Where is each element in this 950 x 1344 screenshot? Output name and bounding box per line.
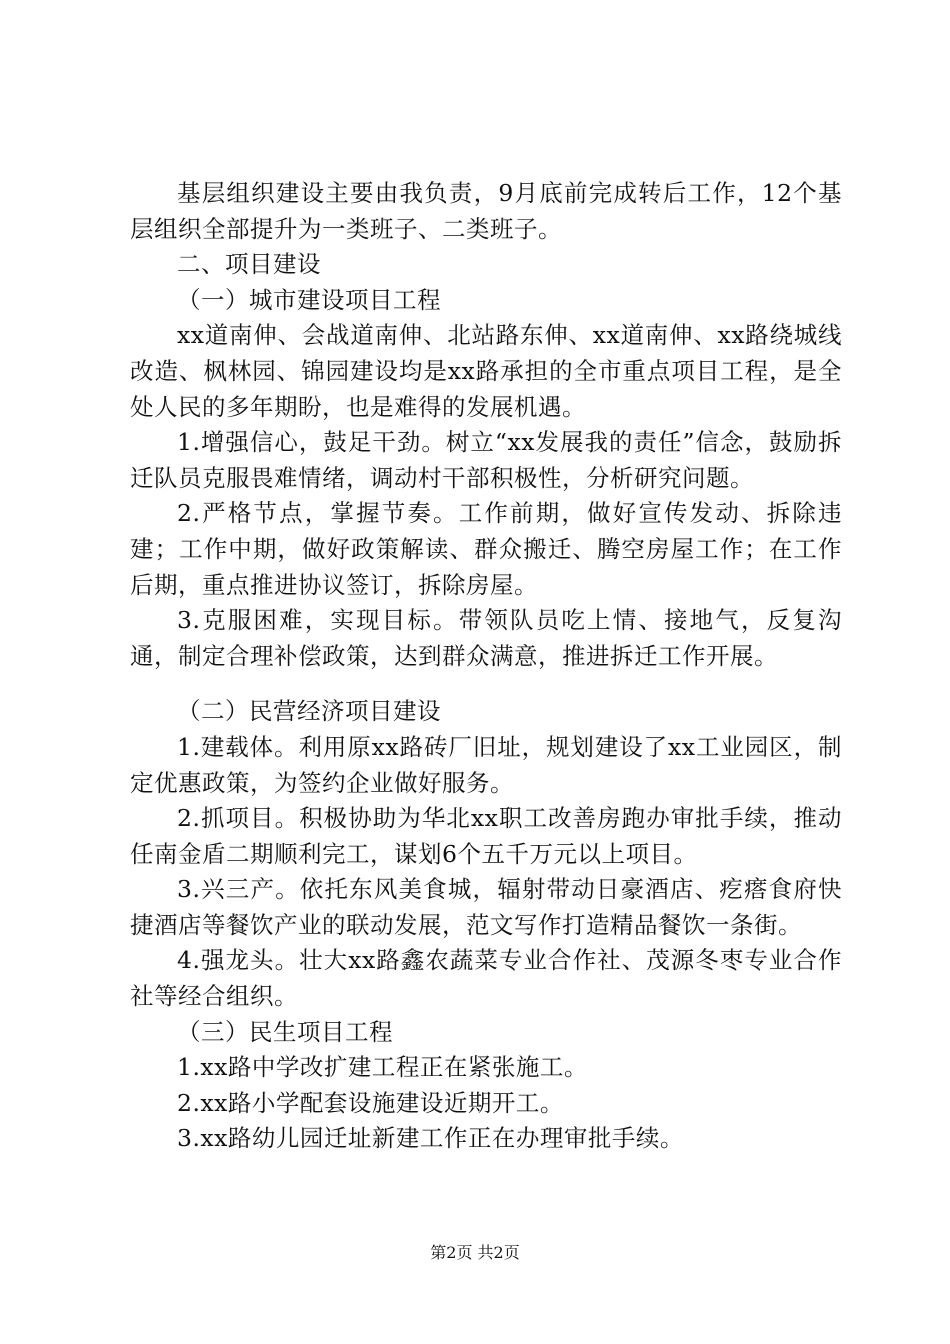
heading-project-construction: 二、项目建设 [177, 250, 321, 279]
list-item-primary-school: 2.xx路小学配套设施建设近期开工。 [177, 1088, 564, 1117]
list-item-schedule: 2.严格节点，掌握节奏。工作前期，做好宣传发动、拆除违建；工作中期，做好政策解读、群众搬迁、腾空房屋工作；在工作后期，重点推进协议签订，拆除房屋。 [130, 499, 842, 599]
list-item-projects: 2.抓项目。积极协助为华北xx职工改善房跑办审批手续，推动任南金盾二期顺利完工，谋划6个五千万元以上项目。 [130, 804, 842, 868]
list-item-carrier: 1.建载体。利用原xx路砖厂旧址，规划建设了xx工业园区，制定优惠政策，为签约企业做好服务。 [130, 732, 842, 797]
list-item-tertiary: 3.兴三产。依托东风美食城，辐射带动日豪酒店、疙瘩食府快捷酒店等餐饮产业的联动发展，范文写作打造精品餐饮一条街。 [130, 875, 842, 939]
subheading-livelihood: （三）民生项目工程 [177, 1017, 393, 1046]
paragraph-urban-intro: xx道南伸、会战道南伸、北站路东伸、xx道南伸、xx路绕城线改造、枫林园、锦园建设均是xx路承担的全市重点项目工程，是全处人民的多年期盼，也是难得的发展机遇。 [130, 321, 842, 421]
page-footer: 第2页 共2页 [430, 1243, 520, 1262]
list-item-middle-school: 1.xx路中学改扩建工程正在紧张施工。 [177, 1053, 588, 1082]
document-body [130, 176, 842, 1157]
list-item-leaders: 4.强龙头。壮大xx路鑫农蔬菜专业合作社、茂源冬枣专业合作社等经合组织。 [130, 946, 842, 1011]
list-item-kindergarten: 3.xx路幼儿园迁址新建工作正在办理审批手续。 [177, 1124, 684, 1153]
subheading-urban-projects: （一）城市建设项目工程 [177, 285, 441, 314]
list-item-confidence: 1.增强信心，鼓足干劲。树立“xx发展我的责任”信念，鼓励拆迁队员克服畏难情绪，调动村干部积极性，分析研究问题。 [130, 428, 842, 492]
paragraph-grassroots: 基层组织建设主要由我负责，9月底前完成转后工作，12个基层组织全部提升为一类班子、二类班子。 [130, 179, 842, 243]
list-item-overcome: 3.克服困难，实现目标。带领队员吃上情、接地气，反复沟通，制定合理补偿政策，达到群众满意，推进拆迁工作开展。 [130, 606, 842, 670]
subheading-private-economy: （二）民营经济项目建设 [177, 697, 441, 726]
